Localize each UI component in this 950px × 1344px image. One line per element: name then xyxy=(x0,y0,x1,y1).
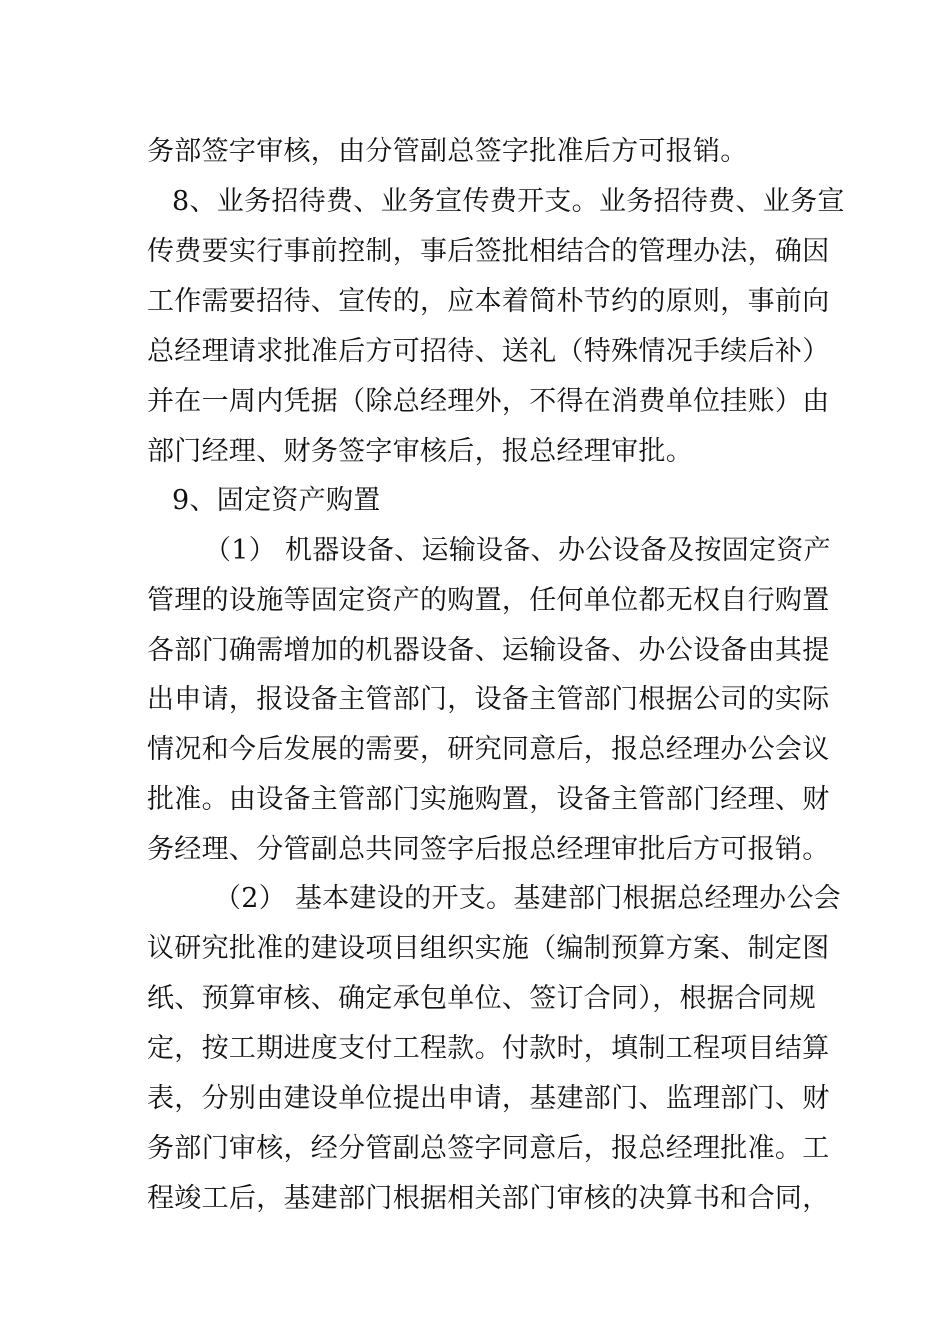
text-line: 工作需要招待、宣传的，应本着简朴节约的原则，事前向 xyxy=(147,286,830,317)
text-line: 表，分别由建设单位提出申请，基建部门、监理部门、财 xyxy=(147,1083,830,1114)
section-heading: 9、固定资产购置 xyxy=(172,485,381,516)
text-line: 务部签字审核，由分管副总签字批准后方可报销。 xyxy=(147,136,748,167)
text-line: 定，按工期进度支付工程款。付款时，填制工程项目结算 xyxy=(147,1033,830,1064)
text-line: 出申请，报设备主管部门，设备主管部门根据公司的实际 xyxy=(147,684,830,715)
text-line: 并在一周内凭据（除总经理外，不得在消费单位挂账）由 xyxy=(147,386,830,417)
text-line: 传费要实行事前控制，事后签批相结合的管理办法，确因 xyxy=(147,236,830,267)
text-line: 批准。由设备主管部门实施购置，设备主管部门经理、财 xyxy=(147,784,830,815)
text-line: 8、业务招待费、业务宣传费开支。业务招待费、业务宣 xyxy=(172,186,845,217)
text-line: 务部门审核，经分管副总签字同意后，报总经理批准。工 xyxy=(147,1133,830,1164)
text-line: 务经理、分管副总共同签字后报总经理审批后方可报销。 xyxy=(147,834,830,865)
text-line: 各部门确需增加的机器设备、运输设备、办公设备由其提 xyxy=(147,635,830,666)
text-line: （2） 基本建设的开支。基建部门根据总经理办公会 xyxy=(214,883,841,914)
text-line: 部门经理、财务签字审核后，报总经理审批。 xyxy=(147,436,693,467)
text-line: 议研究批准的建设项目组织实施（编制预算方案、制定图 xyxy=(147,933,830,964)
text-line: （1） 机器设备、运输设备、办公设备及按固定资产 xyxy=(204,535,831,566)
text-line: 管理的设施等固定资产的购置，任何单位都无权自行购置 xyxy=(147,585,830,616)
text-line: 纸、预算审核、确定承包单位、签订合同），根据合同规 xyxy=(147,983,816,1014)
text-line: 总经理请求批准后方可招待、送礼（特殊情况手续后补） xyxy=(147,336,830,367)
text-line: 情况和今后发展的需要，研究同意后，报总经理办公会议 xyxy=(147,734,830,765)
text-line: 程竣工后，基建部门根据相关部门审核的决算书和合同， xyxy=(147,1183,830,1214)
